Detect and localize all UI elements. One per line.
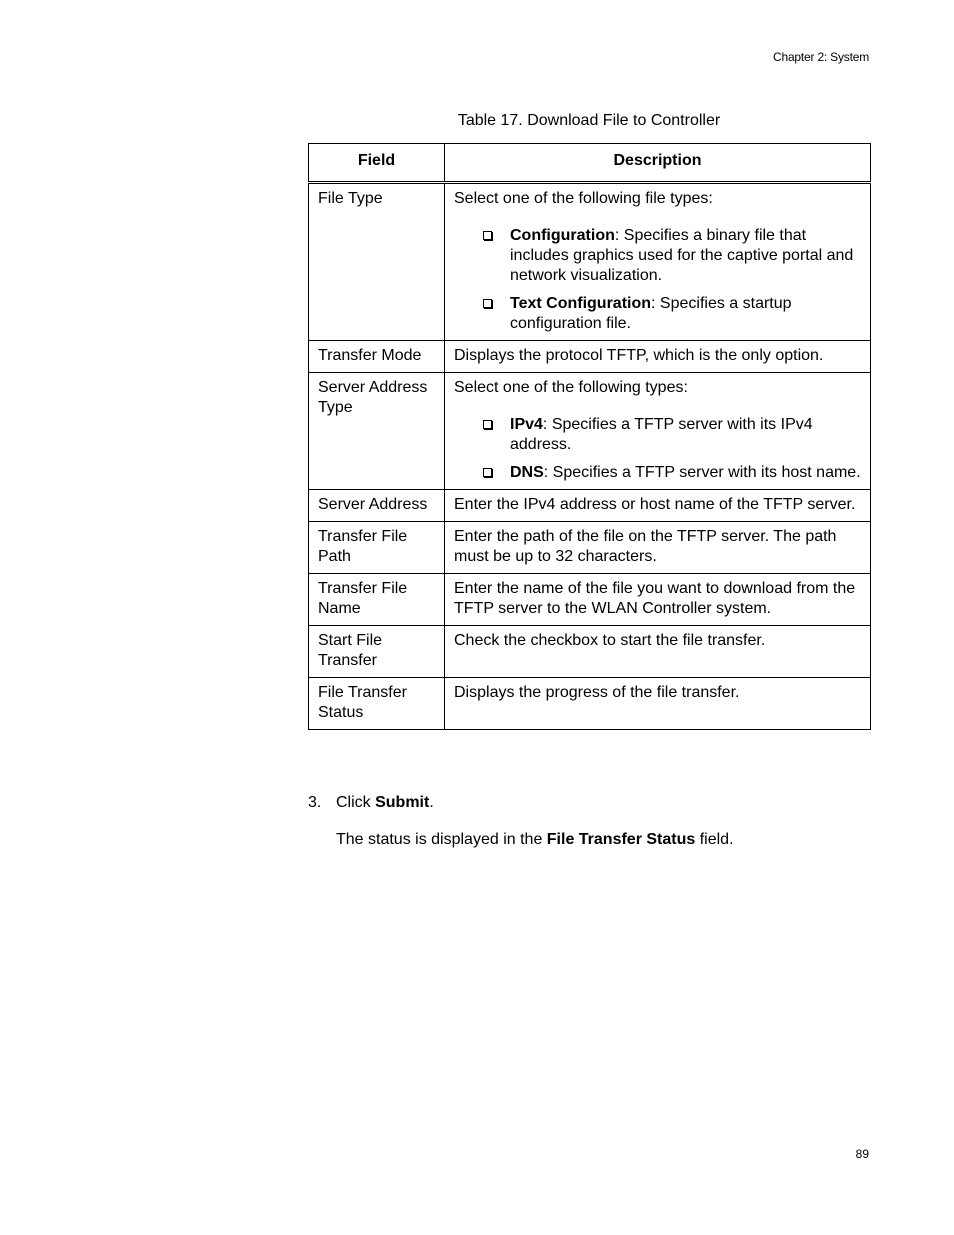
bullet-term: DNS [510,464,544,481]
table-caption: Table 17. Download File to Controller [457,112,721,129]
square-bullet-icon [483,468,492,477]
square-bullet-icon [483,299,492,308]
bullet-text: : Specifies a startup configuration file. [510,295,792,332]
table-row [309,341,871,373]
description-cell: Displays the progress of the file transfer. [445,678,871,730]
table-header-row [309,144,871,183]
step-text-end: . [429,794,434,811]
field-cell: Transfer Mode [309,341,445,373]
paragraph-text: The status is displayed in the [336,831,547,848]
bullet-list [454,415,861,483]
field-cell: Server Address Type [309,373,445,490]
table-row [309,574,871,626]
table-row [309,183,871,341]
paragraph-text-end: field. [695,831,734,848]
bullet-term: Text Configuration [510,295,652,312]
field-cell: Transfer File Path [309,522,445,574]
list-item [510,415,861,455]
description-text: Select one of the following file types: [454,190,713,207]
description-cell [445,183,871,341]
bullet-term: IPv4 [510,416,543,433]
bullet-text: : Specifies a binary file that includes graphics used for the captive portal and network visualization. [510,227,854,284]
table-row [309,678,871,730]
description-cell: Check the checkbox to start the file transfer. [445,626,871,678]
page-number: 89 [855,1147,869,1161]
field-cell: File Type [309,183,445,341]
description-text: Select one of the following types: [454,379,688,396]
field-cell: Transfer File Name [309,574,445,626]
table-row [309,373,871,490]
step-text: Click [336,794,376,811]
column-header-description: Description [445,144,871,183]
bullet-term: Configuration [510,227,615,244]
table-row [309,626,871,678]
column-header-field: Field [309,144,445,183]
description-cell: Enter the path of the file on the TFTP server. The path must be up to 32 characters. [445,522,871,574]
step-instruction [308,794,434,812]
table-row [309,490,871,522]
bullet-list [454,226,861,334]
description-cell [445,373,871,490]
list-item [510,226,861,286]
list-item [510,294,861,334]
field-cell: Server Address [309,490,445,522]
description-cell: Enter the IPv4 address or host name of the TFTP server. [445,490,871,522]
bullet-text: : Specifies a TFTP server with its IPv4 address. [510,416,813,453]
field-cell: Start File Transfer [309,626,445,678]
list-item [510,463,861,483]
description-cell: Enter the name of the file you want to download from the TFTP server to the WLAN Controller system. [445,574,871,626]
square-bullet-icon [483,420,492,429]
bullet-text: : Specifies a TFTP server with its host name. [543,464,861,481]
running-header: Chapter 2: System [773,50,869,64]
field-cell: File Transfer Status [309,678,445,730]
submit-term: Submit [375,794,430,811]
description-cell: Displays the protocol TFTP, which is the only option. [445,341,871,373]
download-file-table [308,143,871,730]
status-paragraph [336,831,734,849]
square-bullet-icon [483,231,492,240]
step-number: 3. [308,794,322,811]
table-row [309,522,871,574]
status-field-term: File Transfer Status [546,831,696,848]
